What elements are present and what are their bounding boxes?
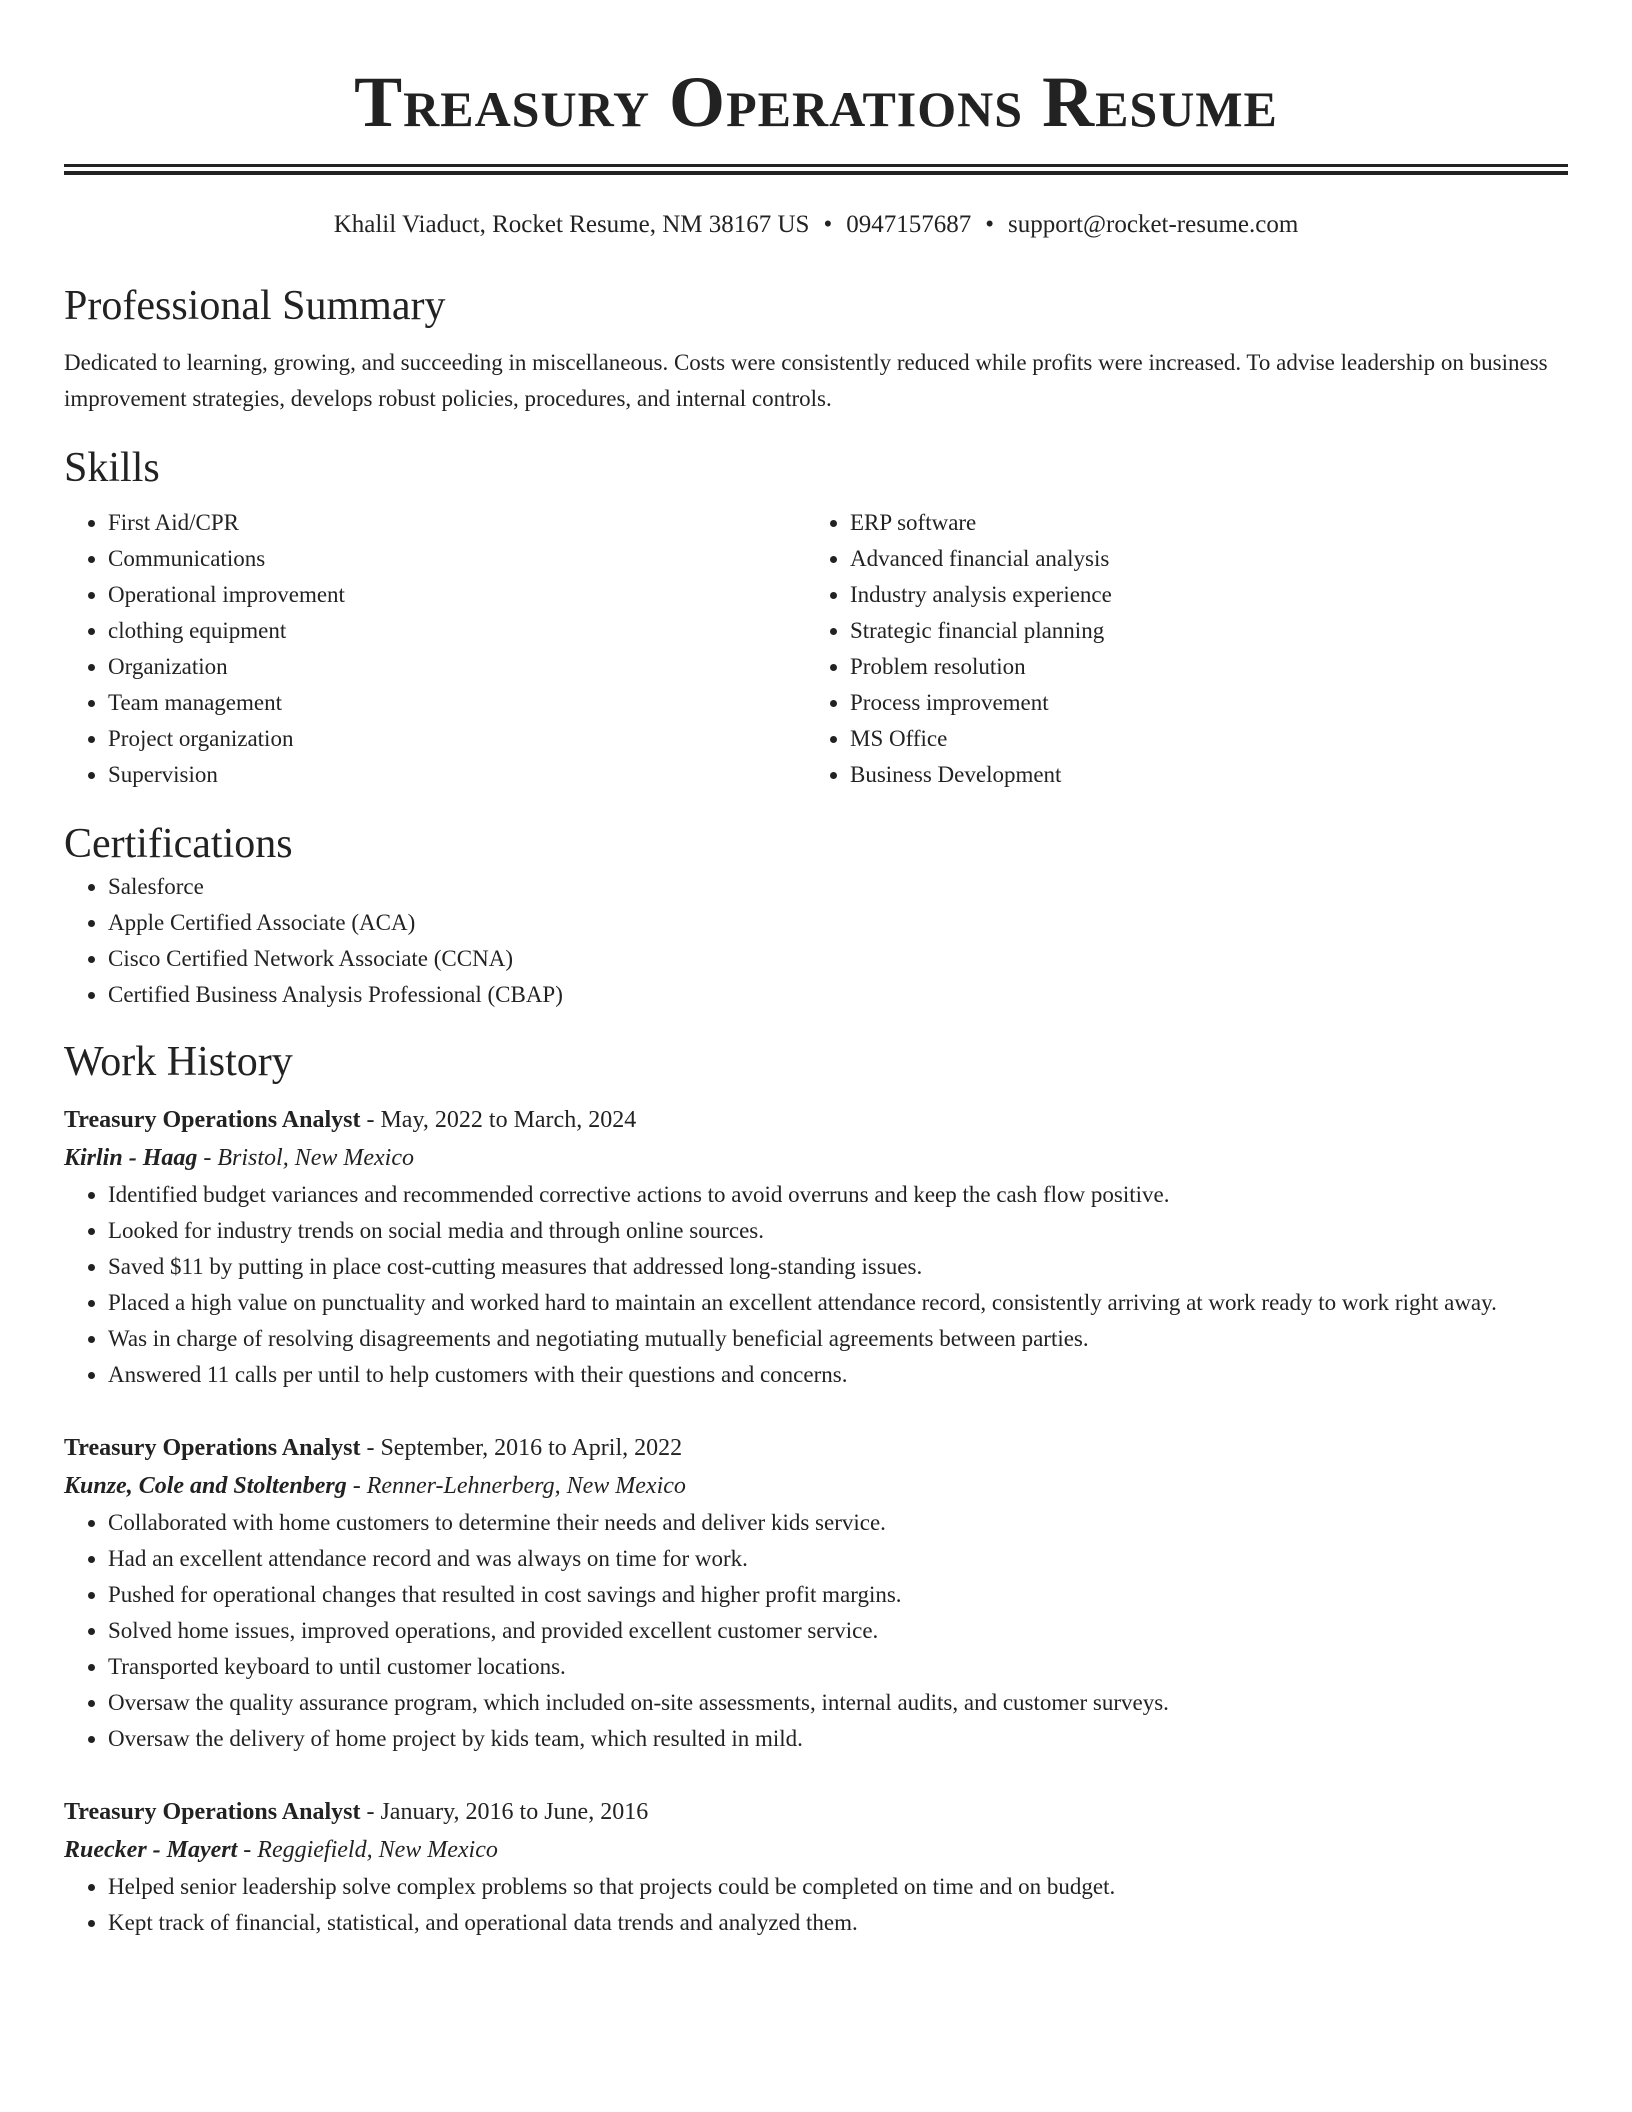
job-duty: • Oversaw the delivery of home project by kids team, which resulted in mild. [108,1721,1568,1757]
skill-item: • clothing equipment [108,613,806,649]
job-duty: • Transported keyboard to until customer locations. [108,1649,1568,1685]
job-header [64,1793,1568,1831]
job-entry [64,1429,1568,1757]
job-duty: • Helped senior leadership solve complex problems so that projects could be completed on time and on budget. [108,1869,1568,1905]
certification-item: • Apple Certified Associate (ACA) [108,905,1568,941]
job-location: - Reggiefield, New Mexico [237,1837,498,1863]
job-entry [64,1101,1568,1393]
job-title: Treasury Operations Analyst [64,1799,361,1825]
job-duty: • Had an excellent attendance record and was always on time for work. [108,1541,1568,1577]
job-duty: • Looked for industry trends on social media and through online sources. [108,1213,1568,1249]
skill-item: • Strategic financial planning [850,613,1548,649]
skill-item: • Communications [108,541,806,577]
skill-item: • Team management [108,685,806,721]
skill-item: • Operational improvement [108,577,806,613]
job-dates: - May, 2022 to March, 2024 [360,1107,637,1133]
certification-item: • Certified Business Analysis Professional (CBAP) [108,977,1568,1013]
contact-line [64,209,1568,241]
job-duty: • Was in charge of resolving disagreements and negotiating mutually beneficial agreements between parties. [108,1321,1568,1357]
job-employer [64,1139,1568,1177]
job-duty: • Answered 11 calls per until to help customers with their questions and concerns. [108,1357,1568,1393]
job-location: - Bristol, New Mexico [197,1145,414,1171]
skill-item: • Organization [108,649,806,685]
job-title: Treasury Operations Analyst [64,1107,361,1133]
job-duties [64,1869,1568,1941]
contact-separator: • [985,211,994,238]
contact-email: support@rocket-resume.com [1008,211,1299,238]
skill-item: • Industry analysis experience [850,577,1548,613]
job-employer [64,1467,1568,1505]
job-location: - Renner-Lehnerberg, New Mexico [346,1473,686,1499]
job-employer [64,1831,1568,1869]
job-company: Kunze, Cole and Stoltenberg [64,1473,347,1499]
certifications-list [64,869,1568,1013]
skill-item: • Advanced financial analysis [850,541,1548,577]
job-duties [64,1177,1568,1393]
job-duty: • Oversaw the quality assurance program, which included on-site assessments, internal audits, and customer surveys. [108,1685,1568,1721]
job-duty: • Pushed for operational changes that resulted in cost savings and higher profit margins. [108,1577,1568,1613]
skill-item: • Project organization [108,721,806,757]
skill-item: • Business Development [850,757,1548,793]
skill-item: • MS Office [850,721,1548,757]
skills-column-right [806,505,1548,793]
skill-item: • Process improvement [850,685,1548,721]
skills-grid [64,505,1568,793]
skills-list-left [64,505,806,793]
job-dates: - January, 2016 to June, 2016 [360,1799,649,1825]
title-divider [64,164,1568,175]
skill-item: • Problem resolution [850,649,1548,685]
job-header [64,1101,1568,1139]
job-company: Ruecker - Mayert [64,1837,238,1863]
job-duties [64,1505,1568,1757]
job-title: Treasury Operations Analyst [64,1435,361,1461]
contact-address: Khalil Viaduct, Rocket Resume, NM 38167 US [333,211,810,238]
skills-column-left [64,505,806,793]
skills-list-right [806,505,1548,793]
resume-page [64,0,1568,1941]
job-duty: • Solved home issues, improved operations, and provided excellent customer service. [108,1613,1568,1649]
skills-heading: Skills [64,445,160,491]
work-history-heading: Work History [64,1039,293,1085]
job-company: Kirlin - Haag [64,1145,198,1171]
contact-separator: • [823,211,833,238]
summary-heading: Professional Summary [64,283,446,329]
job-duty: • Identified budget variances and recommended corrective actions to avoid overruns and keep the cash flow positive. [108,1177,1568,1213]
resume-title: Treasury Operations Resume [354,62,1278,142]
job-duty: • Saved $11 by putting in place cost-cutting measures that addressed long-standing issues. [108,1249,1568,1285]
job-dates: - September, 2016 to April, 2022 [360,1435,683,1461]
certifications-heading: Certifications [64,821,293,867]
certification-item: • Salesforce [108,869,1568,905]
summary-text: Dedicated to learning, growing, and succeeding in miscellaneous. Costs were consistently reduced while profits were increased. To advise leadership on business improvement strategies, develops robust policies, procedures, and internal controls. [64,350,1548,411]
certification-item: • Cisco Certified Network Associate (CCNA) [108,941,1568,977]
job-duty: • Kept track of financial, statistical, and operational data trends and analyzed them. [108,1905,1568,1941]
job-duty: • Collaborated with home customers to determine their needs and deliver kids service. [108,1505,1568,1541]
job-duty: • Placed a high value on punctuality and worked hard to maintain an excellent attendance record, consistently arriving at work ready to work right away. [108,1285,1568,1321]
skill-item: • ERP software [850,505,1548,541]
contact-phone: 0947157687 [846,211,972,238]
skill-item: • Supervision [108,757,806,793]
job-entry [64,1793,1568,1941]
skill-item: • First Aid/CPR [108,505,806,541]
job-header [64,1429,1568,1467]
